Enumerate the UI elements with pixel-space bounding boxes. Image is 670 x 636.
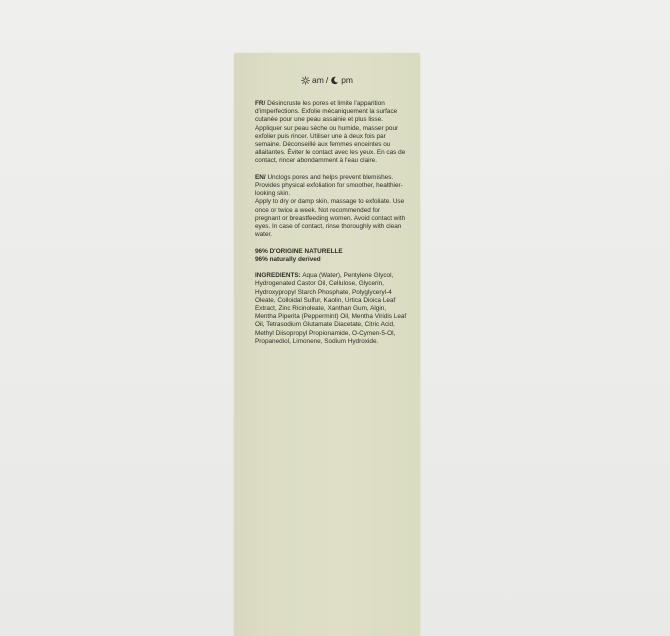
french-text: Désincruste les pores et limite l'apparition d'imperfections. Exfolie mécaniquement la surface cutanée pour une peau assainie et plus lisse. Appliquer sur peau sèche ou humide, masser pour exfolier puis rincer. Utiliser une à deux fois par semaine. Déconseillé aux femmes enceintes ou allaitantes. Éviter le contact avec les yeux. En cas de contact, rincer abondamment à l'eau claire. [255,100,406,165]
origin-fr: 96% D'ORIGINE NATURELLE [255,247,343,255]
ingredients-text: Aqua (Water), Pentylene Glycol, Hydrogenated Castor Oil, Cellulose, Glycerin, Hydroxypropyl Starch Phosphate, Polyglyceryl-4 Oleate, Colloidal Sulfur, Kaolin, Urtica Dioica Leaf Extract, Zinc Ricinoleate, Xanthan Gum, Algin, Mentha Piperita (Peppermint) Oil, Mentha Viridis Leaf Oil, Tetrasodium Glutamate Diacetate, Citric Acid, Methyl Diisopropyl Propionamide, O-Cymen-5-Ol, Propanediol, Limonene, Sodium Hydroxide. [255,272,407,345]
english-text: Unclogs pores and helps prevent blemishes. Provides physical exfoliation for smoother, healthier-looking skin. [255,173,403,198]
french-description [255,100,407,166]
am-label: am [312,75,324,85]
english-directions: Apply to dry or damp skin, massage to exfoliate. Use once or twice a week. Not recommended for pregnant or breastfeeding women. Avoid contact with eyes. In case of contact, rinse thoroughly with clean water. [255,198,406,239]
origin-claim [255,248,407,264]
origin-en: 96% naturally derived [255,255,321,263]
moon-icon [330,76,339,85]
ingredients-label: INGREDIENTS: [255,272,301,280]
timing-separator: / [325,75,329,85]
label-copy [255,100,407,346]
ingredients-list [255,272,407,346]
english-description [255,174,407,240]
french-label: FR/ [255,100,266,107]
pm-label: pm [341,75,353,85]
sun-icon [301,76,310,85]
english-label: EN/ [255,173,266,181]
product-box [234,53,420,636]
usage-timing [234,75,420,85]
